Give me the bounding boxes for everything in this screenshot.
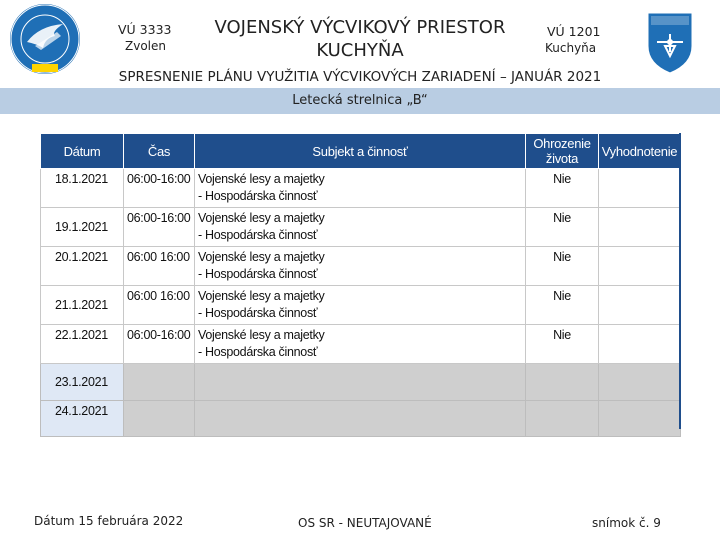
schedule-table	[40, 133, 681, 437]
kuchyna-wing-shield-icon	[647, 12, 693, 74]
cell-subject	[195, 208, 526, 247]
table-header-row	[41, 134, 681, 169]
subject-line-1: Vojenské lesy a majetky	[198, 211, 325, 225]
cell-subject	[195, 247, 526, 286]
subject-line-2: - Hospodárska činnosť	[198, 345, 318, 359]
range-title-band	[0, 88, 720, 114]
cell-date: 23.1.2021	[41, 364, 124, 401]
table-row	[41, 364, 681, 401]
cell-time: 06:00 16:00	[124, 247, 195, 286]
cell-subject	[195, 325, 526, 364]
zvolen-wing-emblem-icon	[5, 2, 85, 77]
cell-evaluation	[599, 286, 681, 325]
subject-line-1: Vojenské lesy a majetky	[198, 250, 325, 264]
table-row	[41, 286, 681, 325]
subject-line-2: - Hospodárska činnosť	[198, 189, 318, 203]
cell-date: 20.1.2021	[41, 247, 124, 286]
title-line-2: KUCHYŇA	[316, 40, 404, 61]
table-right-border	[679, 133, 681, 429]
cell-danger: Nie	[526, 247, 599, 286]
cell-evaluation	[599, 208, 681, 247]
cell-evaluation	[599, 325, 681, 364]
col-header-subject: Subjekt a činnosť	[195, 134, 526, 169]
cell-danger: Nie	[526, 169, 599, 208]
cell-date: 24.1.2021	[41, 401, 124, 437]
subject-line-1: Vojenské lesy a majetky	[198, 289, 325, 303]
cell-time: 06:00 16:00	[124, 286, 195, 325]
col-header-danger: Ohrozenie života	[526, 134, 599, 169]
subject-line-2: - Hospodárska činnosť	[198, 228, 318, 242]
subject-line-1: Vojenské lesy a majetky	[198, 328, 325, 342]
cell-subject	[195, 169, 526, 208]
cell-time: 06:00-16:00	[124, 169, 195, 208]
footer-classification: OS SR - NEUTAJOVANÉ	[298, 516, 432, 530]
footer-date: Dátum 15 februára 2022	[34, 514, 184, 528]
cell-evaluation	[599, 401, 681, 437]
left-city: Zvolen	[125, 39, 166, 53]
cell-date: 18.1.2021	[41, 169, 124, 208]
cell-date: 21.1.2021	[41, 286, 124, 325]
cell-danger	[526, 364, 599, 401]
subject-line-1: Vojenské lesy a majetky	[198, 172, 325, 186]
col-header-date: Dátum	[41, 134, 124, 169]
cell-evaluation	[599, 247, 681, 286]
cell-danger	[526, 401, 599, 437]
cell-time	[124, 364, 195, 401]
plan-subtitle: SPRESNENIE PLÁNU VYUŽITIA VÝCVIKOVÝCH ZARIADENÍ – JANUÁR 2021	[118, 69, 602, 85]
subject-line-2: - Hospodárska činnosť	[198, 267, 318, 281]
slide-number: snímok č. 9	[592, 516, 661, 530]
table-row	[41, 401, 681, 437]
col-header-time: Čas	[124, 134, 195, 169]
cell-danger: Nie	[526, 286, 599, 325]
cell-subject	[195, 286, 526, 325]
cell-subject	[195, 364, 526, 401]
table-row	[41, 208, 681, 247]
cell-time	[124, 401, 195, 437]
cell-subject	[195, 401, 526, 437]
cell-evaluation	[599, 169, 681, 208]
table-row	[41, 247, 681, 286]
cell-evaluation	[599, 364, 681, 401]
cell-time: 06:00-16:00	[124, 208, 195, 247]
right-city: Kuchyňa	[545, 41, 597, 55]
table-row	[41, 325, 681, 364]
title-line-1: VOJENSKÝ VÝCVIKOVÝ PRIESTOR	[214, 17, 506, 38]
cell-date: 22.1.2021	[41, 325, 124, 364]
col-header-evaluation: Vyhodnotenie	[599, 134, 681, 169]
range-title: Letecká strelnica „B“	[292, 93, 428, 108]
cell-danger: Nie	[526, 325, 599, 364]
page-title	[190, 16, 530, 62]
cell-date: 19.1.2021	[41, 208, 124, 247]
table-row	[41, 169, 681, 208]
left-unit: VÚ 3333	[118, 22, 172, 37]
cell-time: 06:00-16:00	[124, 325, 195, 364]
right-unit: VÚ 1201	[547, 24, 601, 39]
cell-danger: Nie	[526, 208, 599, 247]
subject-line-2: - Hospodárska činnosť	[198, 306, 318, 320]
